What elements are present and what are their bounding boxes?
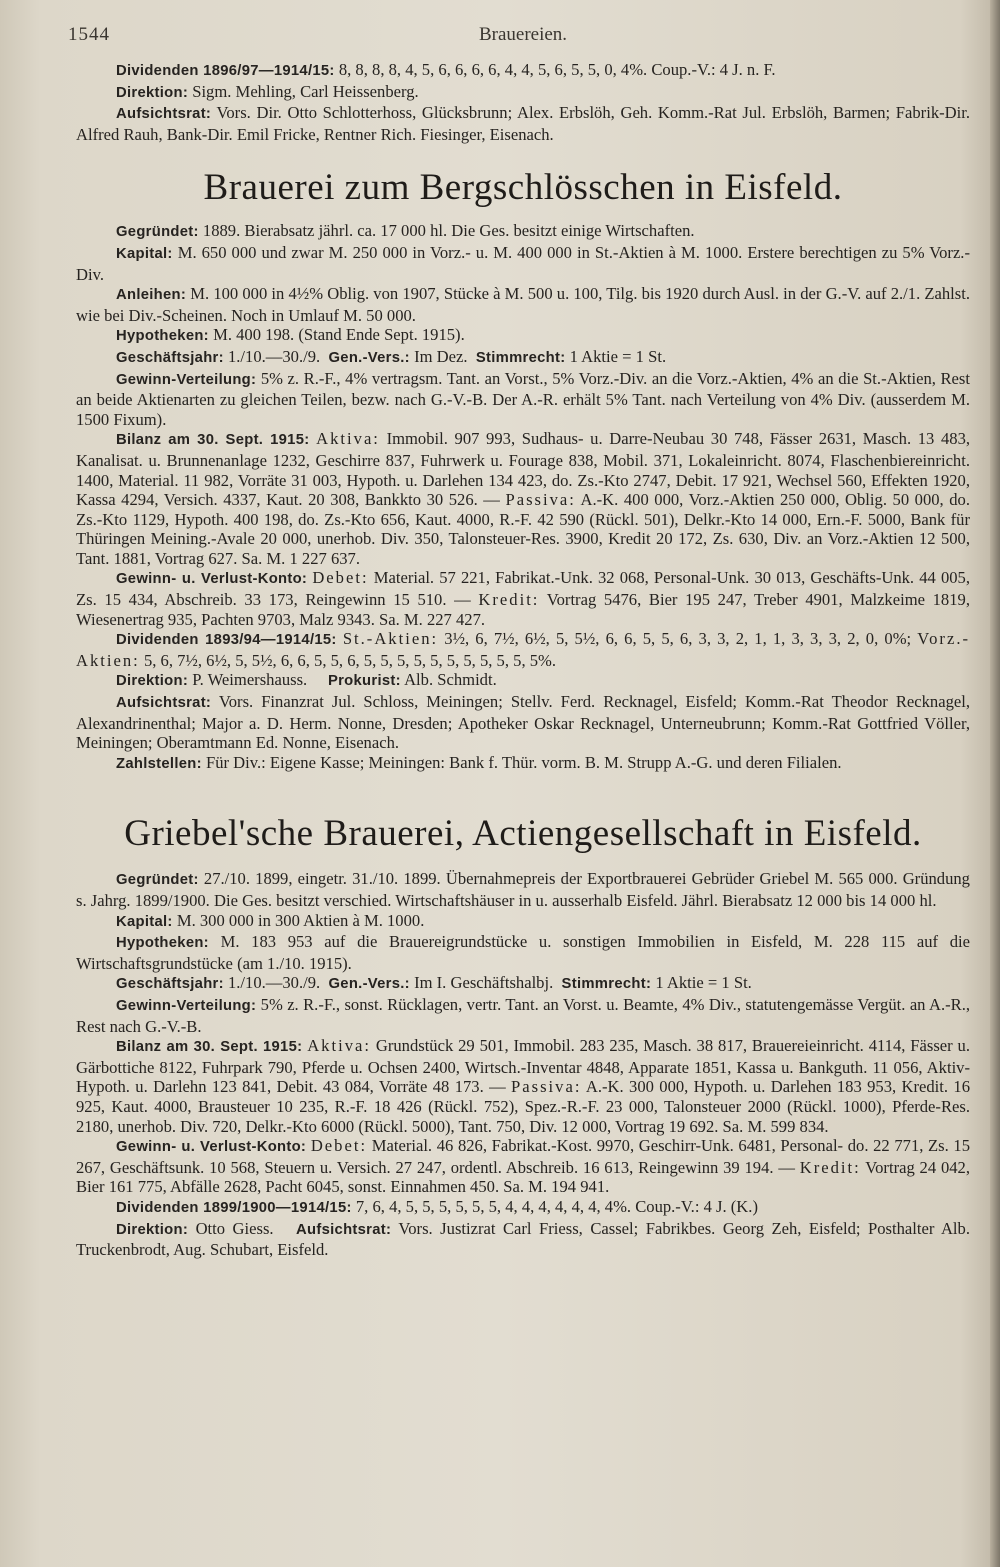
s2-gewinn-verlust: Gewinn- u. Verlust-Konto: Debet: Material. 46 826, Fabrikat.-Kost. 9970, Geschirr-Unk. 6481, Personal- do. 22 771, Zs. 15 267, Geschäftsunk. 10 568, Steuern u. Versich. 27 247, ordentl. Abschreib. 16 613, Reingewinn 39 194. — Kredit: Vortrag 24 042, Bier 161 775, Abfälle 2628, Pacht 6045, sonst. Einnahmen 450. Sa. M. 194 941. [76,1136,971,1197]
intro-entry-tail [76,60,970,144]
entry-griebel [76,869,970,1259]
s1-gegruendet: Gegründet: 1889. Bierabsatz jährl. ca. 17 000 hl. Die Ges. besitzt einige Wirtschaften. [116,221,695,241]
section-title-griebel: Griebel'sche Brauerei, Actiengesellschaft in Eisfeld. [124,813,922,855]
s2-bilanz: Bilanz am 30. Sept. 1915: Aktiva: Grundstück 29 501, Immobil. 283 235, Masch. 38 817, Brauereieinricht. 4114, Fässer u. Gärbottiche 8122, Fuhrpark 790, Pferde u. Ochsen 2400, Wirtsch.-Inventar 4848, Apparate 1851, Kassa u. Bankguth. 11 056, Aktiv-Hypoth. u. Darlehn 123 841, Debit. 43 084, Vorräte 48 173. — Passiva: A.-K. 300 000, Hypoth. u. Darlehen 183 953, Kredit. 16 925, Kaut. 4000, Brausteuer 10 235, R.-F. 18 426 (Rückl. 752), Spez.-R.-F. 23 000, Talonsteuer 2000 (Rückl. 1000), Pferde-Res. 2180, unerhob. Div. 720, Delkr.-Kto 6000 (Rückl. 5000), Tant. 750, Div. 12 000, Vortrag 19 692. Sa. M. 599 834. [76,1036,970,1136]
s1-bilanz: Bilanz am 30. Sept. 1915: Aktiva: Immobil. 907 993, Sudhaus- u. Darre-Neubau 30 748, Fässer 2631, Masch. 13 483, Kanalisat. u. Brunnenanlage 1232, Geschirre 837, Fuhrwerk u. Fourage 838, Mobil. 371, Lokaleinricht. 8074, Flaschenbiereinricht. 1400, Material. 11 982, Vorräte 31 003, Hypoth. u. Darlehen 134 423, do. Zs.-Kto 2747, Debit. 17 921, Wechsel 560, Effekten 1920, Kassa 4294, Versich. 4337, Kaut. 20 308, Bankkto 30 526. — Passiva: A.-K. 400 000, Vorz.-Aktien 250 000, Oblig. 50 000, do. Zs.-Kto 1129, Hypoth. 400 198, do. Zs.-Kto 656, Kaut. 4000, R.-F. 42 590 (Rückl. 501), Delkr.-Kto 14 000, Ern.-F. 5000, Bank für Thüringen Meining.-Avale 20 000, unerhob. Div. 350, Talonsteuer-Res. 3900, Kredit 20 172, Zs. 630, Div. an Vorz.-Aktien 12 500, Tant. 1881, Vortrag 627. Sa. M. 1 227 637. [76,429,971,568]
s2-gewinnverteilung: Gewinn-Verteilung: 5% z. R.-F., sonst. Rücklagen, vertr. Tant. an Vorst. u. Beamte, 4% Div., statutengemässe Vergüt. an A.-R., Rest nach G.-V.-B. [76,994,971,1036]
intro-direktion: Direktion: Sigm. Mehling, Carl Heissenberg. [116,81,419,101]
running-title: Brauereien. [478,24,568,45]
s2-hypotheken: Hypotheken: M. 183 953 auf die Brauereigrundstücke u. sonstigen Immobilien in Eisfeld, M. 228 115 auf die Wirtschaftsgrundstücke (am 1./10. 1915). [76,932,970,973]
s1-aufsichtsrat: Aufsichtsrat: Vors. Finanzrat Jul. Schloss, Meiningen; Stellv. Ferd. Recknagel, Eisfeld; Komm.-Rat Theodor Recknagel, Alexandrinenthal; Major a. D. Herm. Nonne, Dresden; Apotheker Oskar Recknagel, Unterneubrunn; Komm.-Rat Gottfried Völler, Meiningen; Oberamtmann Ed. Nonne, Eisenach. [76,692,971,753]
s2-dividenden: Dividenden 1899/1900—1914/15: 7, 6, 4, 5, 5, 5, 5, 5, 5, 4, 4, 4, 4, 4, 4, 4%. Coup.-V.: 4 J. (K.) [116,1196,758,1216]
s2-direktion: Direktion: Otto Giess. Aufsichtsrat: Vors. Justizrat Carl Friess, Cassel; Fabrikbes. Georg Zeh, Eisfeld; Posthalter Alb. Truckenbrodt, Aug. Schubart, Eisfeld. [76,1218,970,1260]
section-title-bergschloesschen: Brauerei zum Bergschlösschen in Eisfeld. [203,167,843,209]
intro-dividenden: Dividenden 1896/97—1914/15: 8, 8, 8, 8, 4, 5, 6, 6, 6, 6, 4, 4, 5, 6, 5, 5, 0, 4%. Coup.-V.: 4 J. n. F. [116,60,776,79]
s1-zahlstellen: Zahlstellen: Für Div.: Eigene Kasse; Meiningen: Bank f. Thür. vorm. B. M. Strupp A.-G. und deren Filialen. [116,752,842,772]
s1-dividenden: Dividenden 1893/94—1914/15: St.-Aktien: 3½, 6, 7½, 6½, 5, 5½, 6, 6, 5, 5, 6, 3, 3, 2, 1, 1, 3, 3, 3, 2, 0, 0%; Vorz.-Aktien: 5, 6, 7½, 6½, 5, 5½, 6, 6, 5, 5, 6, 5, 5, 5, 5, 5, 5, 5, 5, 5, 5, 5%. [76,629,971,670]
page-header [68,24,970,60]
s2-gegruendet: Gegründet: 27./10. 1899, eingetr. 31./10. 1899. Übernahmepreis der Exportbrauerei Gebrüder Griebel M. 565 000. Gründung s. Jahrg. 1899/1900. Die Ges. besitzt verschied. Wirtschaftshäuser in u. ausserhalb Eisfeld. Jährl. Bierabsatz 12 000 bis 14 000 hl. [76,869,970,910]
s2-geschaeftsjahr: Geschäftsjahr: 1./10.—30./9. Gen.-Vers.: Im I. Geschäftshalbj. Stimmrecht: 1 Aktie = 1 St. [116,973,752,993]
s1-geschaeftsjahr: Geschäftsjahr: 1./10.—30./9. Gen.-Vers.: Im Dez. Stimmrecht: 1 Aktie = 1 St. [116,346,667,366]
s1-anleihen: Anleihen: M. 100 000 in 4½% Oblig. von 1907, Stücke à M. 500 u. 100, Tilg. bis 1920 durch Ausl. in der G.-V. auf 2./1. Zahlst. wie bei Div.-Scheinen. Noch in Umlauf M. 50 000. [76,284,970,325]
intro-aufsichtsrat: Aufsichtsrat: Vors. Dir. Otto Schlotterhoss, Glücksbrunn; Alex. Erbslöh, Geh. Komm.-Rat Jul. Erbslöh, Barmen; Fabrik-Dir. Alfred Rauh, Bank-Dir. Emil Fricke, Rentner Rich. Fiesinger, Eisenach. [76,103,970,144]
page-number: 1544 [68,24,110,45]
entry-bergschloesschen [76,221,970,774]
s1-hypotheken: Hypotheken: M. 400 198. (Stand Ende Sept. 1915). [116,325,465,345]
s1-direktion: Direktion: P. Weimershauss. Prokurist: Alb. Schmidt. [116,670,497,690]
s1-gewinn-verlust: Gewinn- u. Verlust-Konto: Debet: Material. 57 221, Fabrikat.-Unk. 32 068, Personal-Unk. 30 013, Geschäfts-Unk. 44 005, Zs. 15 434, Abschreib. 33 173, Reingewinn 15 510. — Kredit: Vortrag 5476, Bier 195 247, Treber 4901, Malzkeime 1819, Wiesenertrag 935, Pachten 9703, Malz 9343. Sa. M. 227 427. [76,568,971,629]
book-spine-shadow [990,0,1000,1567]
s1-gewinnverteilung: Gewinn-Verteilung: 5% z. R.-F., 4% vertragsm. Tant. an Vorst., 5% Vorz.-Div. an die Vorz.-Aktien, 4% an die St.-Aktien, Rest an beide Aktienarten zu gleichen Teilen, bezw. nach G.-V.-B. Der A.-R. erhält 5% Tant. nach Verteilung von 4% Div. (ausserdem M. 1500 Fixum). [76,368,970,429]
s1-kapital: Kapital: M. 650 000 und zwar M. 250 000 in Vorz.- u. M. 400 000 in St.-Aktien à M. 1000. Erstere berechtigen zu 5% Vorz.-Div. [76,242,970,284]
s2-kapital: Kapital: M. 300 000 in 300 Aktien à M. 1000. [116,910,425,930]
